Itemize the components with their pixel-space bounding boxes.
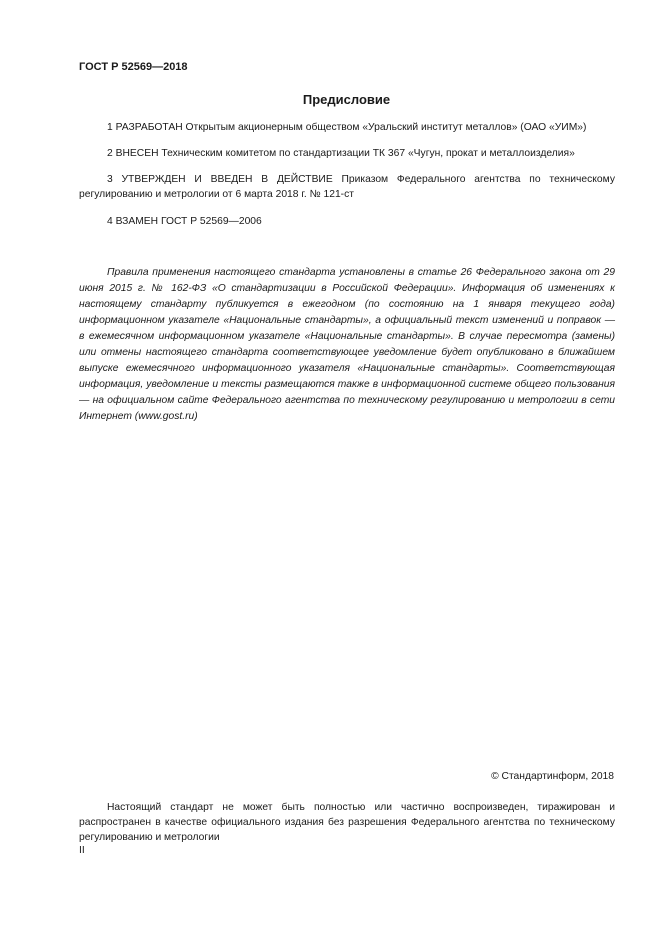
foreword-item-introduced: 2 ВНЕСЕН Техническим комитетом по стандартизации ТК 367 «Чугун, прокат и металлоизделия» <box>107 148 575 159</box>
page-number: II <box>79 845 85 856</box>
foreword-item-replaces: 4 ВЗАМЕН ГОСТ Р 52569—2006 <box>107 216 262 227</box>
page-title: Предисловие <box>302 92 391 107</box>
application-rules-notice: Правила применения настоящего стандарта установлены в статье 26 Федерального закона от 29 июня 2015 г. № 162-ФЗ «О стандартизации в Российской Федерации». Информация об изменениях к настоящему стандарту публикуется в ежегодном (по состоянию на 1 января текущего года) информационном указателе «Национальные стандарты», а официальный текст изменений и поправок — в ежемесячном информационном указателе «Национальные стандарты». В случае пересмотра (замены) или отмены настоящего стандарта соответствующее уведомление будет опубликовано в ближайшем выпуске ежемесячного информационного указателя «Национальные стандарты». Соответствующая информация, уведомление и тексты размещаются также в информационной системе общего пользования — на официальном сайте Федерального агентства по техническому регулированию и метрологии в сети Интернет (www.gost.ru) <box>79 267 615 422</box>
foreword-item-developed: 1 РАЗРАБОТАН Открытым акционерным обществом «Уральский институт металлов» (ОАО «УИМ») <box>107 122 587 133</box>
document-code: ГОСТ Р 52569—2018 <box>79 61 188 73</box>
reproduction-notice: Настоящий стандарт не может быть полностью или частично воспроизведен, тиражирован и распространен в качестве официального издания без разрешения Федерального агентства по техническому регулированию и метрологии <box>79 802 615 843</box>
copyright: © Стандартинформ, 2018 <box>491 771 614 782</box>
foreword-item-approved: 3 УТВЕРЖДЕН И ВВЕДЕН В ДЕЙСТВИЕ Приказом Федерального агентства по техническому регулированию и метрологии от 6 марта 2018 г. № 121-ст <box>79 174 615 200</box>
